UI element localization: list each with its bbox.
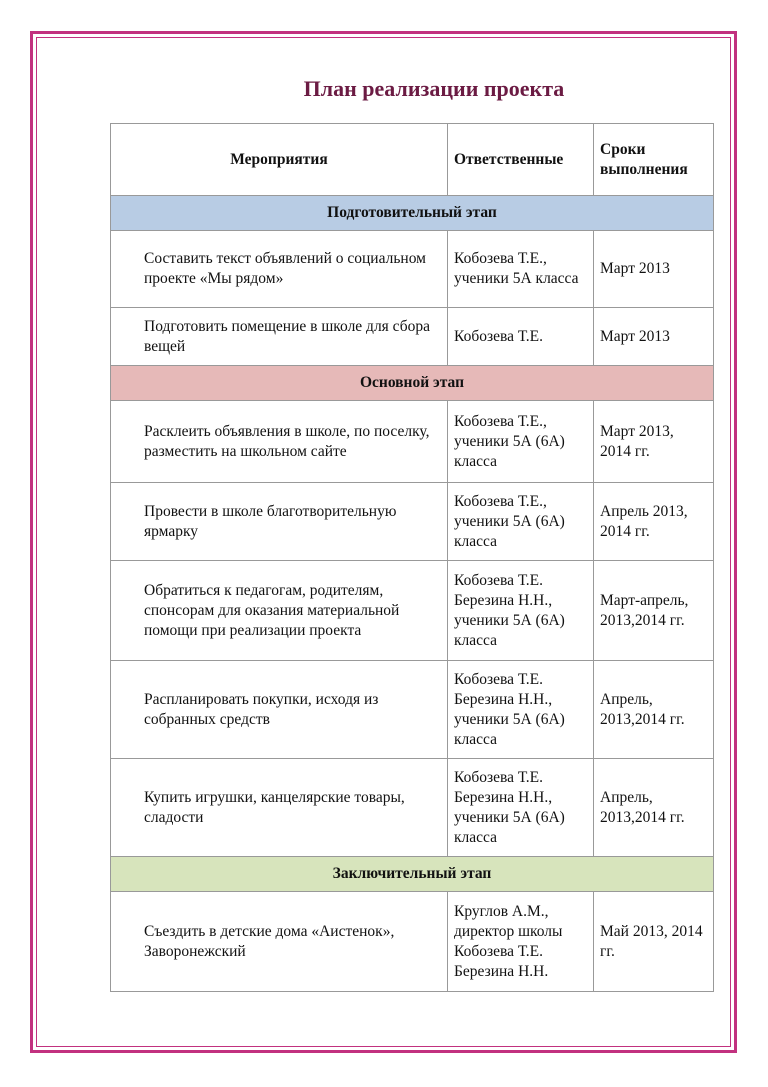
- responsible-cell: Кобозева Т.Е. Березина Н.Н., ученики 5А (6А) класса: [448, 759, 594, 857]
- stage-row-main: [111, 366, 714, 401]
- responsible-cell: Кобозева Т.Е., ученики 5А класса: [448, 231, 594, 308]
- stage-row-final: [111, 857, 714, 892]
- responsible-cell: Кобозева Т.Е. Березина Н.Н., ученики 5А (6А) класса: [448, 561, 594, 661]
- deadline-cell: Апрель, 2013,2014 гг.: [594, 661, 714, 759]
- event-cell: Провести в школе благотворительную ярмарку: [111, 483, 448, 561]
- responsible-cell: Круглов А.М., директор школы Кобозева Т.Е. Березина Н.Н.: [448, 892, 594, 992]
- responsible-cell: Кобозева Т.Е., ученики 5А (6А) класса: [448, 483, 594, 561]
- table-row: [111, 561, 714, 661]
- table-row: [111, 308, 714, 366]
- event-cell: Купить игрушки, канцелярские товары, сладости: [111, 759, 448, 857]
- stage-row-preparatory: [111, 196, 714, 231]
- event-cell: Составить текст объявлений о социальном проекте «Мы рядом»: [111, 231, 448, 308]
- deadline-cell: Май 2013, 2014 гг.: [594, 892, 714, 992]
- header-responsible: Ответственные: [448, 124, 594, 196]
- responsible-cell: Кобозева Т.Е.: [448, 308, 594, 366]
- event-cell: Расклеить объявления в школе, по поселку, разместить на школьном сайте: [111, 401, 448, 483]
- deadline-cell: Март 2013: [594, 231, 714, 308]
- deadline-cell: Март 2013: [594, 308, 714, 366]
- deadline-cell: Март 2013, 2014 гг.: [594, 401, 714, 483]
- stage-title: Основной этап: [111, 366, 714, 401]
- responsible-cell: Кобозева Т.Е. Березина Н.Н., ученики 5А (6А) класса: [448, 661, 594, 759]
- deadline-cell: Апрель 2013, 2014 гг.: [594, 483, 714, 561]
- table-row: [111, 483, 714, 561]
- event-cell: Подготовить помещение в школе для сбора вещей: [111, 308, 448, 366]
- event-cell: Обратиться к педагогам, родителям, спонсорам для оказания материальной помощи при реализации проекта: [111, 561, 448, 661]
- stage-title: Заключительный этап: [111, 857, 714, 892]
- page-title: План реализации проекта: [303, 76, 565, 101]
- deadline-cell: Март-апрель, 2013,2014 гг.: [594, 561, 714, 661]
- table-row: [111, 401, 714, 483]
- header-deadline: Сроки выполнения: [594, 124, 714, 196]
- event-cell: Съездить в детские дома «Аистенок», Заворонежский: [111, 892, 448, 992]
- header-events: Мероприятия: [111, 124, 448, 196]
- table-row: [111, 661, 714, 759]
- stage-title: Подготовительный этап: [111, 196, 714, 231]
- table-row: [111, 892, 714, 992]
- responsible-cell: Кобозева Т.Е., ученики 5А (6А) класса: [448, 401, 594, 483]
- table-row: [111, 231, 714, 308]
- deadline-cell: Апрель, 2013,2014 гг.: [594, 759, 714, 857]
- table-row: [111, 759, 714, 857]
- event-cell: Распланировать покупки, исходя из собранных средств: [111, 661, 448, 759]
- project-plan-table: [110, 123, 714, 992]
- header-row: [111, 124, 714, 196]
